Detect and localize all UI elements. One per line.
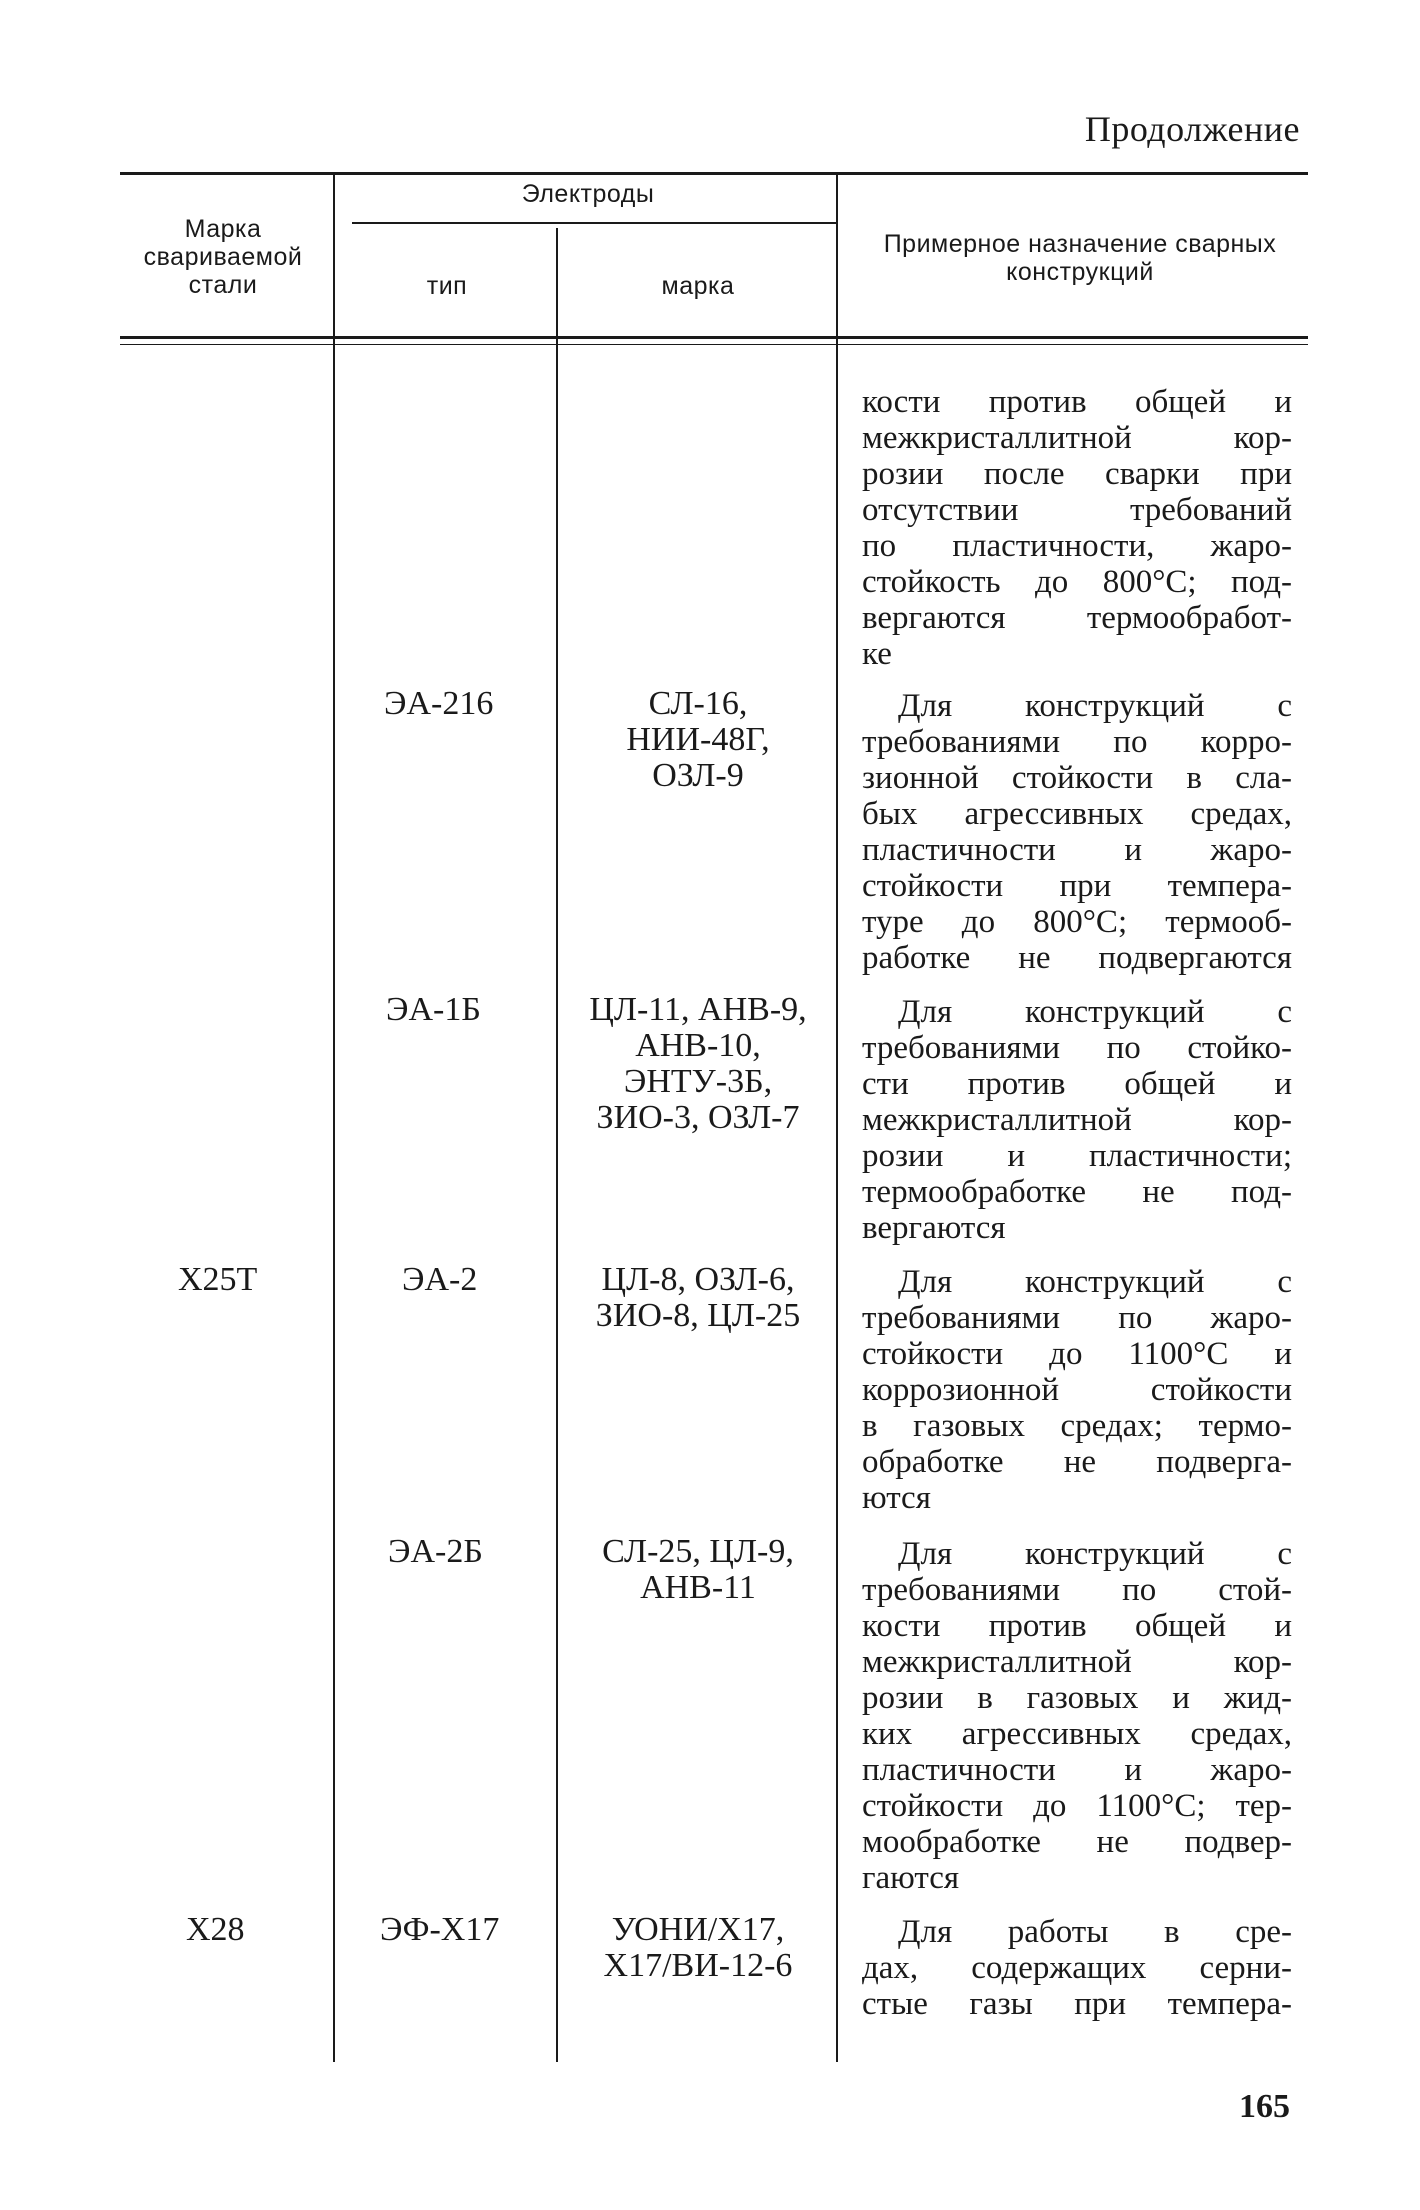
- electrode-brand-line: ОЗЛ-9: [652, 757, 744, 794]
- purpose-line: обработке не подверга-: [862, 1444, 1292, 1480]
- purpose-line: бых агрессивных средах,: [862, 796, 1292, 832]
- purpose-line: пластичности и жаро-: [862, 832, 1292, 868]
- electrode-brand-line: НИИ-48Г,: [626, 721, 770, 758]
- purpose-line: отсутствии требований: [862, 492, 1292, 528]
- purpose-line: работке не подвергаются: [862, 940, 1292, 976]
- purpose-line: розии после сварки при: [862, 456, 1292, 492]
- electrode-brand-line: АНВ-11: [640, 1569, 756, 1606]
- electrode-brand-cell: [560, 992, 836, 1136]
- header-steel-grade: [118, 215, 328, 299]
- purpose-cell: [862, 1914, 1292, 2022]
- electrode-type: ЭА-1Б: [386, 991, 481, 1028]
- column-divider-1: [333, 172, 335, 2062]
- header-electrodes: Электроды: [521, 180, 655, 208]
- purpose-line: гаются: [862, 1860, 960, 1896]
- electrode-brand-cell: [560, 686, 836, 794]
- header-steel-grade-text: Марка свариваемой стали: [143, 215, 303, 299]
- steel-grade-x28: Х28: [186, 1911, 245, 1948]
- purpose-line: сти против общей и: [862, 1066, 1292, 1102]
- purpose-line: кости против общей и: [862, 1608, 1292, 1644]
- purpose-line: туре до 800°С; термооб-: [862, 904, 1292, 940]
- header-purpose-text: Примерное назначение сварных конструкций: [883, 230, 1277, 286]
- electrode-brand-cell: [560, 1262, 836, 1334]
- electrode-brand-cell: [560, 1912, 836, 1984]
- electrode-brand-line: ЦЛ-8, ОЗЛ-6,: [601, 1261, 795, 1298]
- header-bottom-rule-2: [120, 344, 1308, 345]
- purpose-line: розии в газовых и жид-: [862, 1680, 1292, 1716]
- electrode-brand-line: СЛ-25, ЦЛ-9,: [602, 1533, 794, 1570]
- header-brand: марка: [661, 272, 735, 300]
- purpose-line: ких агрессивных средах,: [862, 1716, 1292, 1752]
- page-number: 165: [1239, 2088, 1290, 2125]
- electrodes-header-rule: [352, 222, 836, 224]
- purpose-line: в газовых средах; термо-: [862, 1408, 1292, 1444]
- purpose-line: коррозионной стойкости: [862, 1372, 1292, 1408]
- purpose-cell: [862, 1536, 1292, 1896]
- purpose-line: вергаются: [862, 1210, 1006, 1246]
- purpose-line: дах, содержащих серни-: [862, 1950, 1292, 1986]
- electrode-brand-line: ЗИО-8, ЦЛ-25: [595, 1297, 801, 1334]
- purpose-line: мообработке не подвер-: [862, 1824, 1292, 1860]
- purpose-cell: [862, 688, 1292, 976]
- purpose-line: требованиями по стойко-: [862, 1030, 1292, 1066]
- purpose-line: Для конструкций с: [898, 1536, 1292, 1572]
- electrode-type: ЭФ-Х17: [380, 1911, 500, 1948]
- purpose-line: межкристаллитной кор-: [862, 420, 1292, 456]
- electrode-brand-line: УОНИ/Х17,: [611, 1911, 785, 1948]
- electrode-brand-cell: [560, 1534, 836, 1606]
- purpose-line: Для работы в сре-: [898, 1914, 1292, 1950]
- electrode-type: ЭА-216: [384, 685, 494, 722]
- purpose-line: ке: [862, 636, 892, 672]
- purpose-line: стойкости до 1100°С; тер-: [862, 1788, 1292, 1824]
- purpose-line: пластичности и жаро-: [862, 1752, 1292, 1788]
- purpose-line: требованиями по жаро-: [862, 1300, 1292, 1336]
- purpose-line: ются: [862, 1480, 931, 1516]
- purpose-line: по пластичности, жаро-: [862, 528, 1292, 564]
- purpose-line: Для конструкций с: [898, 994, 1292, 1030]
- header-purpose: [870, 230, 1290, 286]
- column-divider-2: [556, 228, 558, 2062]
- electrode-brand-line: ЭНТУ-3Б,: [623, 1063, 773, 1100]
- purpose-line: стойкости до 1100°С и: [862, 1336, 1292, 1372]
- electrode-type: ЭА-2Б: [388, 1533, 483, 1570]
- electrode-type: ЭА-2: [402, 1261, 478, 1298]
- purpose-line: стойкость до 800°С; под-: [862, 564, 1292, 600]
- purpose-line: межкристаллитной кор-: [862, 1644, 1292, 1680]
- purpose-line: зионной стойкости в сла-: [862, 760, 1292, 796]
- purpose-line: межкристаллитной кор-: [862, 1102, 1292, 1138]
- purpose-line: вергаются термообработ-: [862, 600, 1292, 636]
- electrode-brand-line: АНВ-10,: [635, 1027, 761, 1064]
- steel-grade-x25t: Х25Т: [178, 1261, 258, 1298]
- purpose-line: требованиями по стой-: [862, 1572, 1292, 1608]
- purpose-line: Для конструкций с: [898, 688, 1292, 724]
- purpose-line: термообработке не под-: [862, 1174, 1292, 1210]
- electrode-brand-line: ЗИО-3, ОЗЛ-7: [596, 1099, 800, 1136]
- continuation-label: Продолжение: [1084, 109, 1300, 149]
- purpose-line: требованиями по корро-: [862, 724, 1292, 760]
- electrode-brand-line: Х17/ВИ-12-6: [603, 1947, 793, 1984]
- purpose-line: розии и пластичности;: [862, 1138, 1292, 1174]
- purpose-cell: [862, 994, 1292, 1246]
- purpose-line: стые газы при темпера-: [862, 1986, 1292, 2022]
- electrode-brand-line: ЦЛ-11, АНВ-9,: [589, 991, 807, 1028]
- header-type: тип: [426, 272, 468, 300]
- table-top-rule: [120, 172, 1308, 175]
- purpose-line: кости против общей и: [862, 384, 1292, 420]
- header-bottom-rule: [120, 336, 1308, 339]
- purpose-line: Для конструкций с: [898, 1264, 1292, 1300]
- electrode-brand-line: СЛ-16,: [648, 685, 748, 722]
- purpose-cell: [862, 384, 1292, 672]
- purpose-cell: [862, 1264, 1292, 1516]
- column-divider-3: [836, 172, 838, 2062]
- purpose-line: стойкости при темпера-: [862, 868, 1292, 904]
